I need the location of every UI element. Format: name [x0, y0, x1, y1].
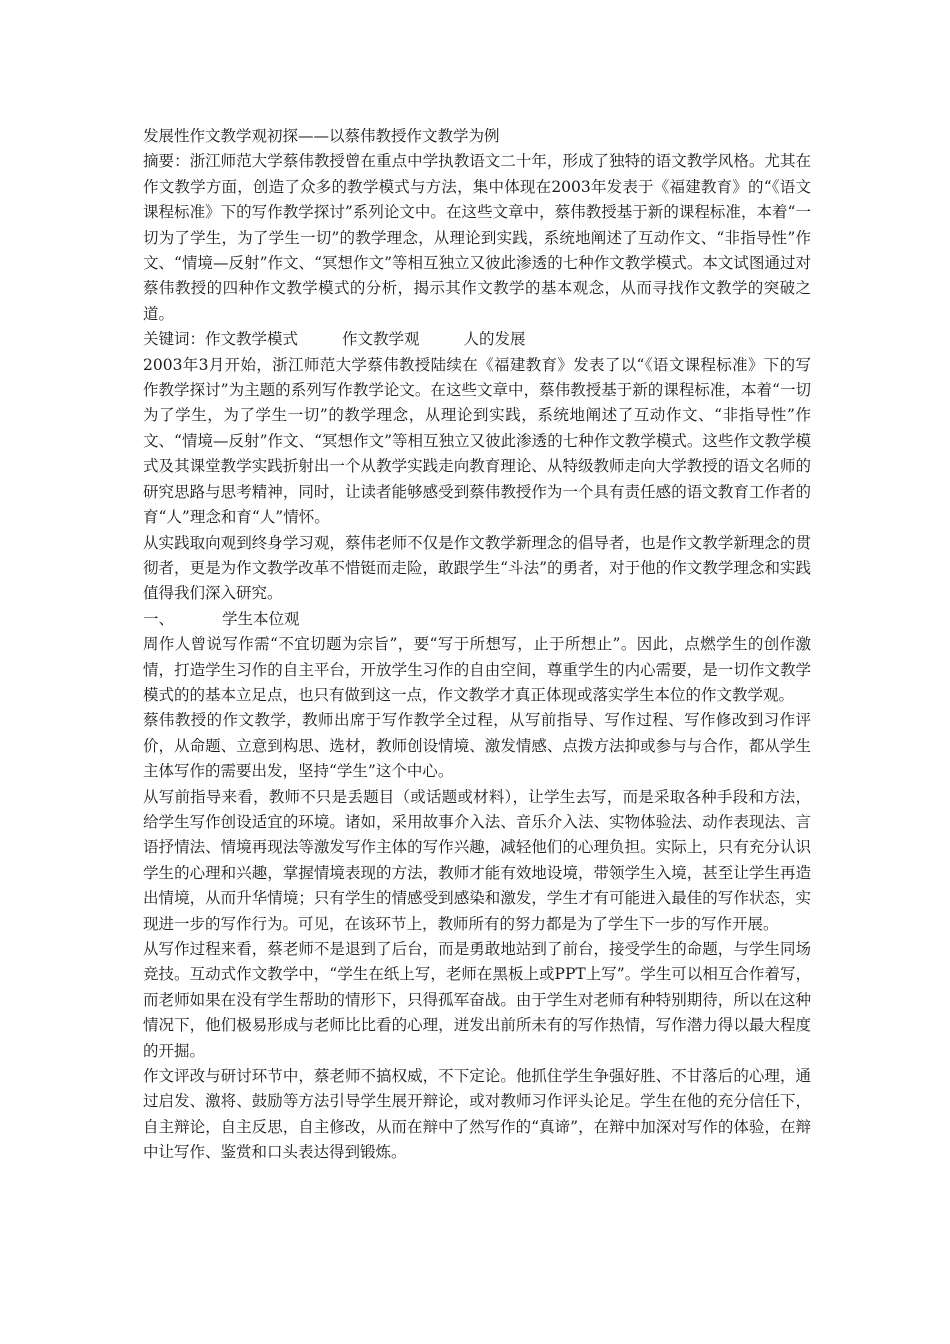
document-title: 发展性作文教学观初探——以蔡伟教授作文教学为例 — [143, 127, 500, 145]
body-paragraph: 从写前指导来看，教师不只是丢题目（或话题或材料），让学生去写，而是采取各种手段和方法，给学生写作创设适宜的环境。诸如，采用故事介入法、音乐介入法、实物体验法、动作表现法、言语抒情法、情境再现法等激发写作主体的写作兴趣，减轻他们的心理负担。实际上，只有充分认识学生的心理和兴趣，掌握情境表现的方法，教师才能有效地设境，带领学生入境，甚至让学生再造出情境，从而升华情境；只有学生的情感受到感染和激发，学生才有可能进入最佳的写作状态，实现进一步的写作行为。可见，在该环节上，教师所有的努力都是为了学生下一步的写作开展。 — [143, 787, 811, 933]
body-paragraph: 作文评改与研讨环节中，蔡老师不搞权威，不下定论。他抓住学生争强好胜、不甘落后的心理，通过启发、激将、鼓励等方法引导学生展开辩论，或对教师习作评头论足。学生在他的充分信任下，自主辩论，自主反思，自主修改，从而在辩中了然写作的“真谛”，在辩中加深对写作的体验，在辩中让写作、鉴赏和口头表达得到锻炼。 — [143, 1067, 811, 1162]
section-heading — [143, 607, 811, 632]
section-title: 学生本位观 — [222, 609, 300, 628]
section-number: 一、 — [143, 609, 175, 628]
body-paragraph: 蔡伟教授的作文教学，教师出席于写作教学全过程，从写前指导、写作过程、写作修改到习作评价，从命题、立意到构思、选材，教师创设情境、激发情感、点拨方法抑或参与与合作，都从学生主体写作的需要出发，坚持“学生”这个中心。 — [143, 711, 811, 781]
keyword-item: 作文教学模式 — [205, 330, 299, 349]
abstract-paragraph: 摘要：浙江师范大学蔡伟教授曾在重点中学执教语文二十年，形成了独特的语文教学风格。尤其在作文教学方面，创造了众多的教学模式与方法，集中体现在2003年发表于《福建教育》的“《语文课程标准》下的写作教学探讨”系列论文中。在这些文章中，蔡伟教授基于新的课程标准，本着“一切为了学生，为了学生一切”的教学理念，从理论到实践，系统地阐述了互动作文、“非指导性”作文、“情境—反射”作文、“冥想作文”等相互独立又彼此渗透的七种作文教学模式。本文试图通过对蔡伟教授的四种作文教学模式的分析，揭示其作文教学的基本观念，从而寻找作文教学的突破之道。 — [143, 152, 811, 323]
body-paragraph: 2003年3月开始，浙江师范大学蔡伟教授陆续在《福建教育》发表了以“《语文课程标准》下的写作教学探讨”为主题的系列写作教学论文。在这些文章中，蔡伟教授基于新的课程标准，本着“一切为了学生，为了学生一切”的教学理念，从理论到实践，系统地阐述了互动作文、“非指导性”作文、“情境—反射”作文、“冥想作文”等相互独立又彼此渗透的七种作文教学模式。这些作文教学模式及其课堂教学实践折射出一个从教学实践走向教育理论、从特级教师走向大学教授的语文名师的研究思路与思考精神，同时，让读者能够感受到蔡伟教授作为一个具有责任感的语文教育工作者的育“人”理念和育“人”情怀。 — [143, 355, 811, 527]
body-paragraph: 周作人曾说写作需“不宜切题为宗旨”，要“写于所想写，止于所想止”。因此，点燃学生的创作激情，打造学生习作的自主平台，开放学生习作的自由空间，尊重学生的内心需要，是一切作文教学模式的的基本立足点，也只有做到这一点，作文教学才真正体现或落实学生本位的作文教学观。 — [143, 635, 811, 704]
body-paragraph: 从实践取向观到终身学习观，蔡伟老师不仅是作文教学新理念的倡导者，也是作文教学新理念的贯彻者，更是为作文教学改革不惜铤而走险，敢跟学生“斗法”的勇者，对于他的作文教学理念和实践值得我们深入研究。 — [143, 533, 811, 603]
body-paragraph: 从写作过程来看，蔡老师不是退到了后台，而是勇敢地站到了前台，接受学生的命题，与学生同场竞技。互动式作文教学中，“学生在纸上写，老师在黑板上或PPT上写”。学生可以相互合作着写，而老师如果在没有学生帮助的情形下，只得孤军奋战。由于学生对老师有种特别期待，所以在这种情况下，他们极易形成与老师比比看的心理，迸发出前所未有的写作热情，写作潜力得以最大程度的开掘。 — [143, 940, 811, 1060]
keywords-label: 关键词： — [143, 330, 206, 349]
document-page — [143, 124, 811, 1166]
keywords-line — [143, 327, 811, 352]
keyword-item: 人的发展 — [463, 330, 526, 349]
keyword-item: 作文教学观 — [342, 330, 420, 349]
